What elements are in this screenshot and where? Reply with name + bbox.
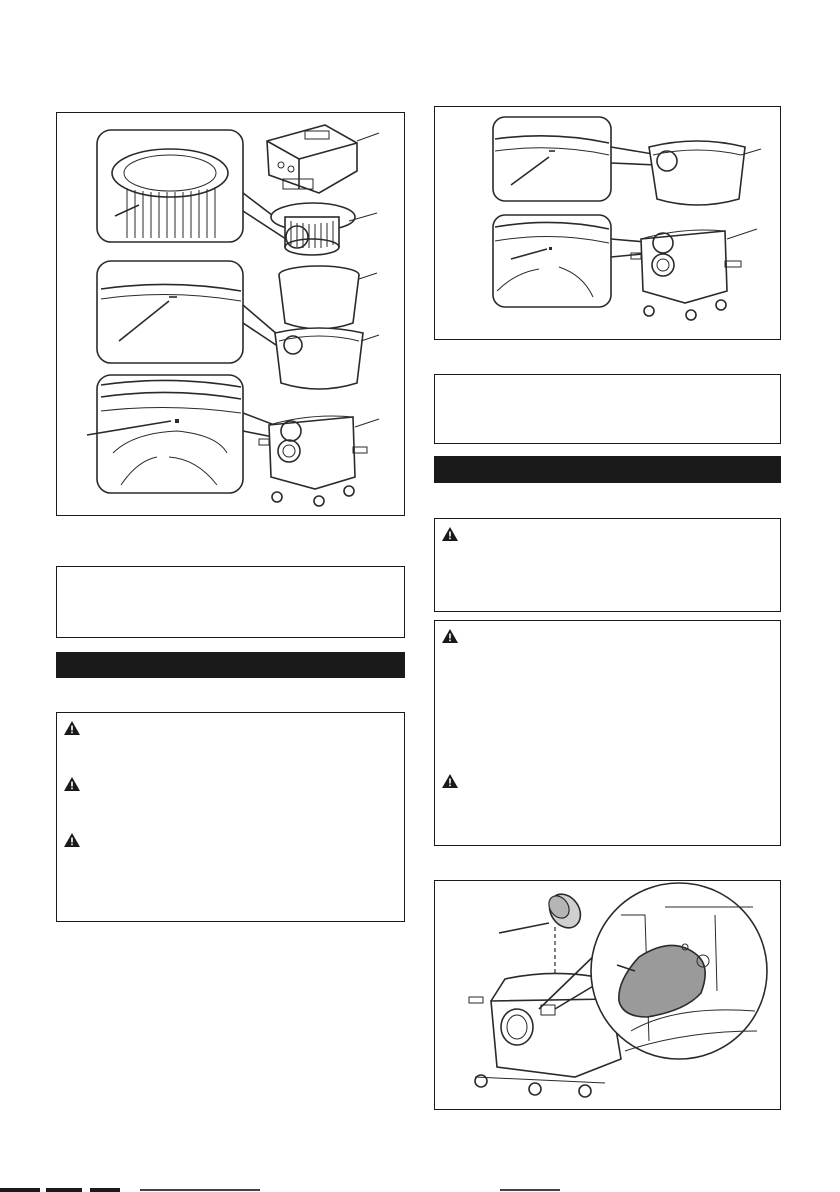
warning-triangle-icon — [441, 628, 459, 644]
note-box-left — [56, 566, 405, 638]
outlet-cap-illustration — [435, 881, 779, 1108]
figure-filter-bag-installation — [434, 106, 781, 340]
section-header-bar-left — [56, 652, 405, 678]
figure-outlet-cap — [434, 880, 781, 1110]
section-header-bar-right — [434, 456, 781, 483]
warning-triangle-icon — [63, 832, 81, 848]
page-footer-strip — [0, 1188, 840, 1192]
warning-box-right-1 — [434, 518, 781, 612]
filter-assembly-illustration — [57, 113, 403, 514]
warning-box-right-2 — [434, 620, 781, 846]
note-box-right — [434, 374, 781, 444]
warning-triangle-icon — [63, 776, 81, 792]
warning-box-left — [56, 712, 405, 922]
filter-bag-installation-illustration — [435, 107, 779, 338]
warning-triangle-icon — [441, 773, 459, 789]
warning-triangle-icon — [63, 720, 81, 736]
figure-filter-assembly — [56, 112, 405, 516]
warning-triangle-icon — [441, 526, 459, 542]
